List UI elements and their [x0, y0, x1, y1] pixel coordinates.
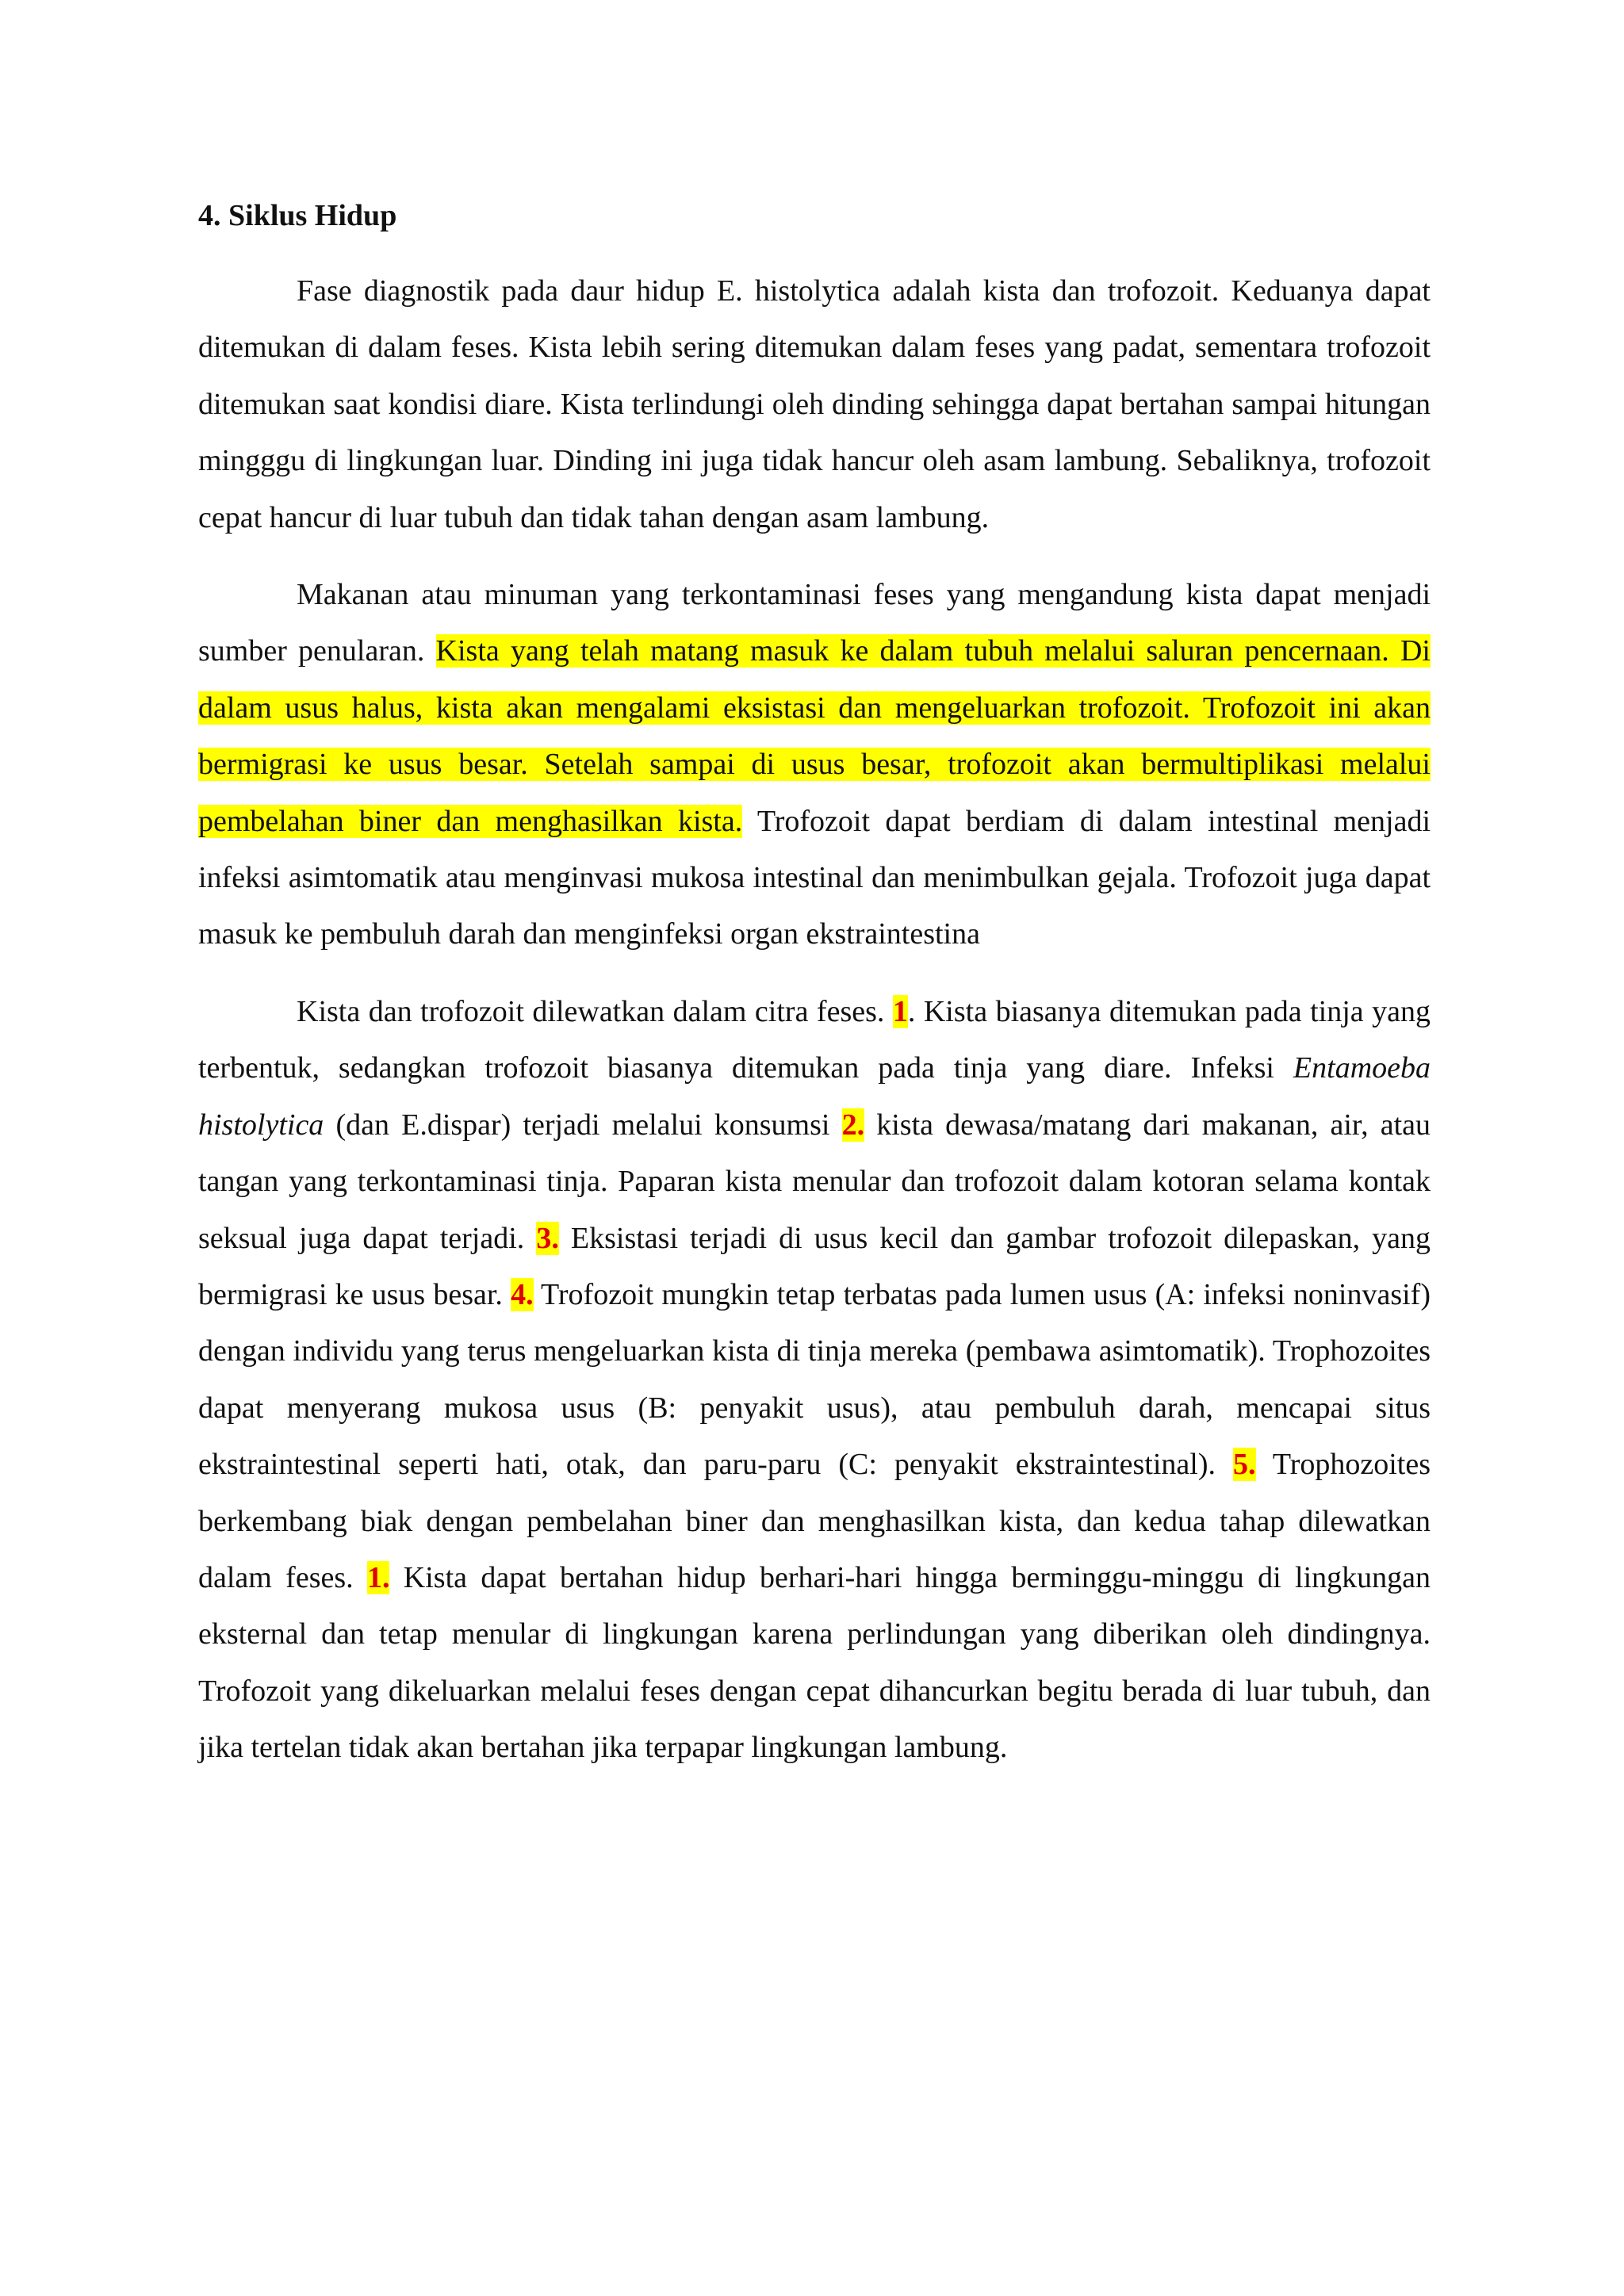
paragraph-text: Eksistasi terjadi di usus kecil dan gambar trofozoit dilepaskan, yang bermigrasi ke usus besar.: [198, 1221, 1431, 1311]
highlighted-text: Kista yang telah matang masuk ke dalam tubuh melalui saluran pencernaan. Di dalam usus halus, kista akan mengalami eksistasi dan mengeluarkan trofozoit. Trofozoit ini akan bermigrasi ke usus besar. Setelah sampai di usus besar, trofozoit akan bermultiplikasi melalui pembelahan biner dan menghasilkan kista.: [198, 634, 1431, 838]
step-marker-5: 5.: [1233, 1448, 1256, 1482]
paragraph-text: (dan E.dispar) terjadi melalui konsumsi: [324, 1108, 842, 1142]
paragraph-text: Fase diagnostik pada daur hidup E. histolytica adalah kista dan trofozoit. Keduanya dapat ditemukan di dalam feses. Kista lebih sering ditemukan dalam feses yang padat, sementara trofozoit ditemukan saat kondisi diare. Kista terlindungi oleh dinding sehingga dapat bertahan sampai hitungan mingggu di lingkungan luar. Dinding ini juga tidak hancur oleh asam lambung. Sebaliknya, trofozoit cepat hancur di luar tubuh dan tidak tahan dengan asam lambung.: [198, 274, 1431, 534]
step-marker-4: 4.: [511, 1277, 534, 1311]
species-name: Entamoeba histolytica: [198, 1051, 1431, 1142]
step-marker-3: 3.: [536, 1221, 559, 1255]
step-marker-1-repeat: 1.: [366, 1560, 390, 1594]
paragraph-text: Trophozoites berkembang biak dengan pembelahan biner dan menghasilkan kista, dan kedua tahap dilewatkan dalam feses.: [198, 1448, 1431, 1594]
paragraph-diagnostic-phase: [198, 263, 1431, 546]
step-marker-2: 2.: [841, 1108, 865, 1142]
step-marker-1: 1: [892, 994, 908, 1028]
paragraph-transmission: [198, 567, 1431, 963]
paragraph-text: kista dewasa/matang dari makanan, air, atau tangan yang terkontaminasi tinja. Paparan kista menular dan trofozoit dalam kotoran selama kontak seksual juga dapat terjadi.: [198, 1108, 1431, 1255]
paragraph-text: Trofozoit mungkin tetap terbatas pada lumen usus (A: infeksi noninvasif) dengan individu yang terus mengeluarkan kista di tinja mereka (pembawa asimtomatik). Trophozoites dapat menyerang mukosa usus (B: penyakit usus), atau pembuluh darah, mencapai situs ekstraintestinal seperti hati, otak, dan paru-paru (C: penyakit ekstraintestinal).: [198, 1277, 1431, 1482]
section-heading: 4. Siklus Hidup: [198, 199, 397, 232]
paragraph-text: Kista dapat bertahan hidup berhari-hari hingga berminggu-minggu di lingkungan eksternal dan tetap menular di lingkungan karena perlindungan yang diberikan oleh dindingnya. Trofozoit yang dikeluarkan melalui feses dengan cepat dihancurkan begitu berada di luar tubuh, dan jika tertelan tidak akan bertahan jika terpapar lingkungan lambung.: [198, 1560, 1431, 1765]
paragraph-text: Kista dan trofozoit dilewatkan dalam citra feses.: [297, 994, 893, 1028]
page-content: [198, 187, 1431, 1797]
paragraph-text: . Kista biasanya ditemukan pada tinja yang terbentuk, sedangkan trofozoit biasanya ditemukan pada tinja yang diare. Infeksi: [198, 994, 1431, 1085]
paragraph-text: Makanan atau minuman yang terkontaminasi feses yang mengandung kista dapat menjadi sumber penularan.: [198, 578, 1431, 668]
paragraph-text: Trofozoit dapat berdiam di dalam intestinal menjadi infeksi asimtomatik atau menginvasi mukosa intestinal dan menimbulkan gejala. Trofozoit juga dapat masuk ke pembuluh darah dan menginfeksi organ ekstraintestina: [198, 804, 1431, 951]
paragraph-life-cycle-steps: [198, 984, 1431, 1777]
